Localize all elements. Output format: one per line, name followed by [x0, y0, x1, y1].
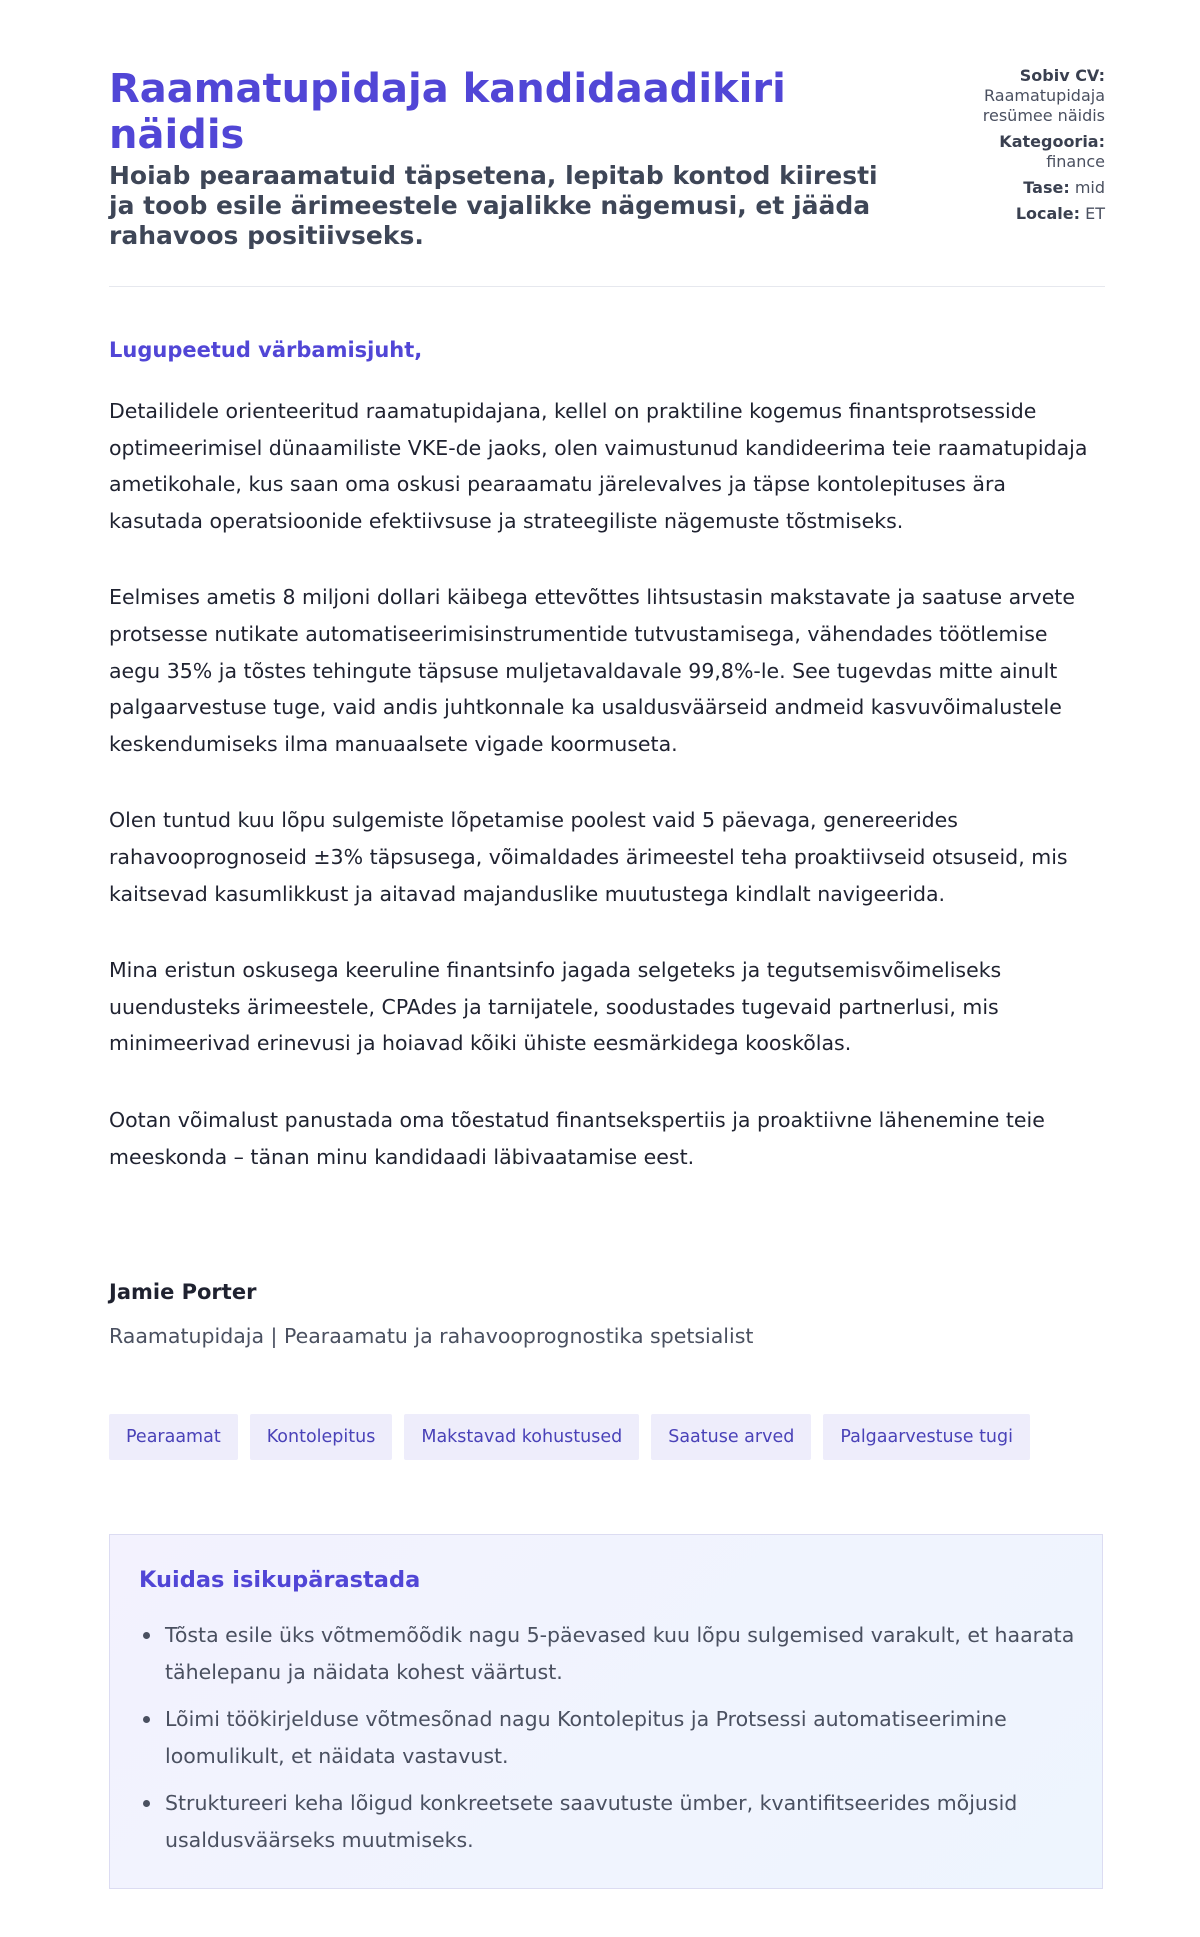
tips-list — [139, 1617, 1095, 1870]
tips-title: Kuidas isikupärastada — [139, 1567, 421, 1593]
body-paragraph-1: Detailidele orienteeritud raamatupidajana, kellel on praktiline kogemus finantsprotsesside optimeerimisel dünaamiliste VKE-de jaoks, olen vaimustunud kandideerima teie raamatupidaja ametikohale, kus saan oma oskusi pearaamatu järelevalves ja täpse kontolepituses ära kasutada operatsioonide efektiivsuse ja strateegiliste nägemuste tõstmiseks. — [109, 399, 1088, 533]
signature-name: Jamie Porter — [109, 1280, 257, 1304]
body-paragraph-5: Ootan võimalust panustada oma tõestatud finantsekspertiis ja proaktiivne lähenemine teie meeskonda – tänan minu kandidaadi läbivaatamise eest. — [109, 1107, 1045, 1169]
body-paragraph-3: Olen tuntud kuu lõpu sulgemiste lõpetamise poolest vaid 5 päevaga, genereerides rahavooprognoseid ±3% täpsusega, võimaldades ärimeestel teha proaktiivseid otsuseid, mis kaitsevad kasumlikkust ja aitavad majanduslike muutustega kindlalt navigeerida. — [109, 808, 1068, 906]
tip-item — [165, 1701, 1095, 1774]
tip-text: Tõsta esile üks võtmemõõdik nagu 5-päevased kuu lõpu sulgemised varakult, et haarata tähelepanu ja näidata kohest väärtust. — [165, 1623, 1075, 1684]
body-paragraph-4: Mina eristun oskusega keeruline finantsinfo jagada selgeteks ja tegutsemisvõimeliseks uuendusteks ärimeestele, CPAdes ja tarnijatele, soodustades tugevaid partnerlusi, mis minimeerivad erinevusi ja hoiavad kõiki ühiste eesmärkidega kooskõlas. — [109, 958, 1002, 1056]
header — [109, 66, 1105, 286]
skill-tags — [109, 1414, 1030, 1460]
bullet-icon — [143, 1800, 150, 1807]
skill-tag: Pearaamat — [109, 1414, 238, 1460]
meta-category-label: Kategooria: — [999, 132, 1105, 151]
personalization-tips — [109, 1534, 1103, 1889]
meta-panel — [905, 66, 1105, 224]
skill-tag: Saatuse arved — [651, 1414, 811, 1460]
page-subtitle: Hoiab pearaamatuid täpsetena, lepitab kontod kiiresti ja toob esile ärimeestele vajalikke nägemusi, et jääda rahavoos positiivseks. — [109, 161, 878, 250]
tip-item — [165, 1617, 1095, 1690]
meta-locale — [905, 204, 1105, 224]
meta-cv-value-line2: resümee näidis — [982, 106, 1105, 125]
header-divider — [109, 286, 1105, 287]
meta-category-value: finance — [1046, 152, 1105, 171]
skill-tag: Kontolepitus — [250, 1414, 393, 1460]
meta-locale-value: ET — [1085, 204, 1105, 223]
meta-level — [905, 178, 1105, 198]
meta-cv-label: Sobiv CV: — [1019, 66, 1105, 85]
skill-tag: Palgaarvestuse tugi — [823, 1414, 1030, 1460]
meta-level-value: mid — [1074, 178, 1105, 197]
tip-item — [165, 1785, 1095, 1858]
meta-level-label: Tase: — [1023, 178, 1070, 197]
skill-tag: Makstavad kohustused — [404, 1414, 639, 1460]
bullet-icon — [143, 1632, 150, 1639]
letter-body — [109, 393, 1099, 1215]
meta-locale-label: Locale: — [1015, 204, 1081, 223]
page-title: Raamatupidaja kandidaadikiri näidis — [109, 66, 786, 158]
bullet-icon — [143, 1716, 150, 1723]
body-paragraph-2: Eelmises ametis 8 miljoni dollari käibega ettevõttes lihtsustasin makstavate ja saatuse arvete protsesse nutikate automatiseerimisinstrumentide tutvustamisega, vähendades töötlemise aegu 35% ja tõstes tehingute täpsuse muljetavaldavale 99,8%-le. See tugevdas mitte ainult palgaarvestuse tuge, vaid andis juhtkonnale ka usaldusväärseid andmeid kasvuvõimalustele keskendumiseks ilma manuaalsete vigade koormuseta. — [109, 585, 1075, 756]
meta-cv-value-line1: Raamatupidaja — [984, 86, 1105, 105]
tip-text: Struktureeri keha lõigud konkreetsete saavutuste ümber, kvantifitseerides mõjusid usaldusväärseks muutmiseks. — [165, 1791, 1018, 1852]
tip-text: Lõimi töökirjelduse võtmesõnad nagu Kontolepitus ja Protsessi automatiseerimine loomulikult, et näidata vastavust. — [165, 1707, 1007, 1768]
signature-role: Raamatupidaja | Pearaamatu ja rahavooprognostika spetsialist — [109, 1324, 754, 1348]
salutation: Lugupeetud värbamisjuht, — [109, 338, 423, 362]
